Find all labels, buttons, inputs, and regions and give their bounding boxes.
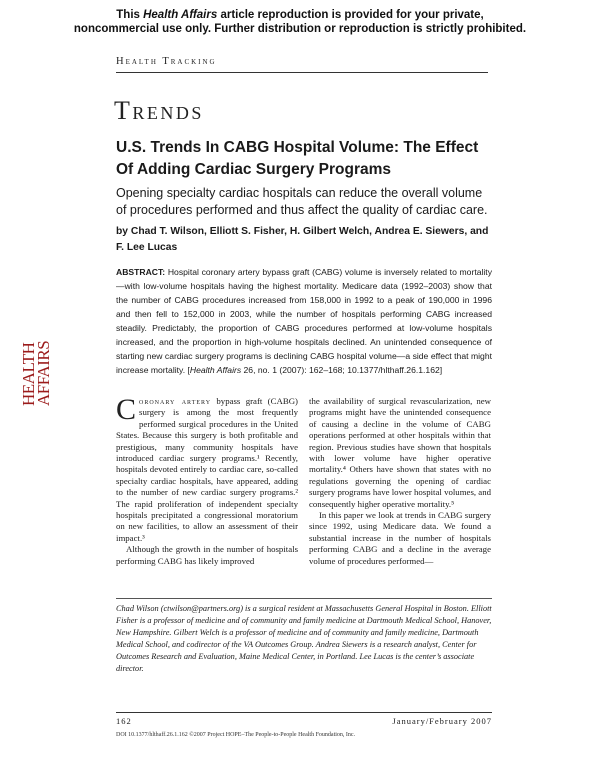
logo-line-2: AFFAIRS [34, 340, 53, 406]
drop-cap: C [116, 393, 137, 426]
header-rule [116, 72, 488, 73]
paragraph: In this paper we look at trends in CABG surgery since 1992, using Medicare data. We found a substantial increase in the number of hospitals performing CABG and a decline in the average volume of procedures performed— [309, 510, 491, 566]
footer-rule [116, 712, 492, 713]
paragraph: the availability of surgical revascularization, new programs might have the unintended consequence of causing a decline in the volume of CABG operations performed at other hospitals within that region. Previous studies have shown that hospitals with lower volume have higher operative mortality.⁴ Others have shown that states with no regulations governing the opening of cardiac surgery programs have lower hospital volumes, and consequently higher operative mortality.⁵ [309, 396, 491, 509]
notice-line-2: noncommercial use only. Further distribution or reproduction is strictly prohibited. [73, 23, 527, 35]
abstract-label: ABSTRACT: [116, 267, 166, 277]
bio-name: Chad Wilson [116, 604, 159, 613]
abstract-citation: 26, no. 1 (2007): 162–168; 10.1377/hlthaff.26.1.162] [241, 365, 443, 375]
lead-smallcaps: oronary artery [139, 396, 212, 406]
abstract-text: Hospital coronary artery bypass graft (CABG) volume is inversely related to mortality—with low-volume hospitals having the highest mortality. Medicare data (1992–2003) show that the number of CABG procedures increased from 158,000 in 1992 to a peak of 190,000 in 1996 and then fell to 152,000 in 2003, while the number of hospitals performing CABG increased steadily. Predictably, the proportion of CABG procedures performed at low-volume hospitals increased, and the proportion in high-volume hospitals declined. An unintended consequence of starting new cardiac surgery programs is declining CABG hospital volume—a side effect that might increase mortality. [ [116, 267, 492, 375]
article-subtitle: Opening specialty cardiac hospitals can reduce the overall volume of procedures performed and thus affect the quality of cardiac care. [116, 186, 488, 217]
bio-email: (ctwilson@partners.org) [160, 604, 243, 613]
abstract-citation-journal: Health Affairs [189, 365, 242, 375]
notice-journal-name: Health Affairs [143, 9, 218, 21]
author-bio: Chad Wilson (ctwilson@partners.org) is a surgical resident at Massachusetts General Hospital in Boston. Elliott Fisher is a professor of medicine and of community and family medicine at Dartmouth Medical School, Hanover, New Hampshire. Gilbert Welch is a professor of medicine and of community and family medicine, Dartmouth Medical School, and codirector of the VA Outcomes Group. Andrea Siewers is a research analyst, Center for Outcomes Research and Evaluation, Maine Medical Center, in Portland. Lee Lucas is the center’s associate director. [116, 604, 492, 673]
section-heading: Trends [114, 96, 204, 125]
bio-rule [116, 598, 492, 599]
abstract [116, 265, 492, 377]
issue-date: January/February 2007 [392, 716, 492, 726]
body-column-left [116, 393, 298, 567]
logo-line-1: HEALTH [19, 342, 38, 406]
article-title: U.S. Trends In CABG Hospital Volume: The Effect Of Adding Cardiac Surgery Programs [116, 139, 479, 178]
page-number: 162 [116, 716, 132, 726]
health-affairs-logo [10, 318, 53, 408]
paragraph: Coronary artery bypass graft (CABG) surgery is among the most frequently performed surgical procedures in the United States. Because this surgery is both profitable and prestigious, many community hospitals have introduced cardiac surgery programs.¹ Recently, hospitals devoted entirely to cardiac care, so-called specialty cardiac hospitals, have appeared, adding to the number of new cardiac surgery programs.² The rapid proliferation of independent specialty hospitals precipitated a congressional moratorium on new facilities, to allow an assessment of their impact.³ [116, 393, 298, 543]
author-list: by Chad T. Wilson, Elliott S. Fisher, H. Gilbert Welch, Andrea E. Siewers, and F. Lee Lucas [116, 226, 489, 253]
paragraph: Although the growth in the number of hospitals performing CABG has likely improved [116, 544, 298, 566]
copyright-notice: This Health Affairs article reproduction is provided for your private, noncommercial use only. Further distribution or reproduction is strictly prohibited. [73, 9, 527, 35]
doi-line: DOI 10.1377/hlthaff.26.1.162 ©2007 Project HOPE–The People-to-People Health Foundation, Inc. [116, 732, 356, 738]
section-label: Health Tracking [116, 56, 217, 67]
body-column-right [309, 396, 491, 567]
